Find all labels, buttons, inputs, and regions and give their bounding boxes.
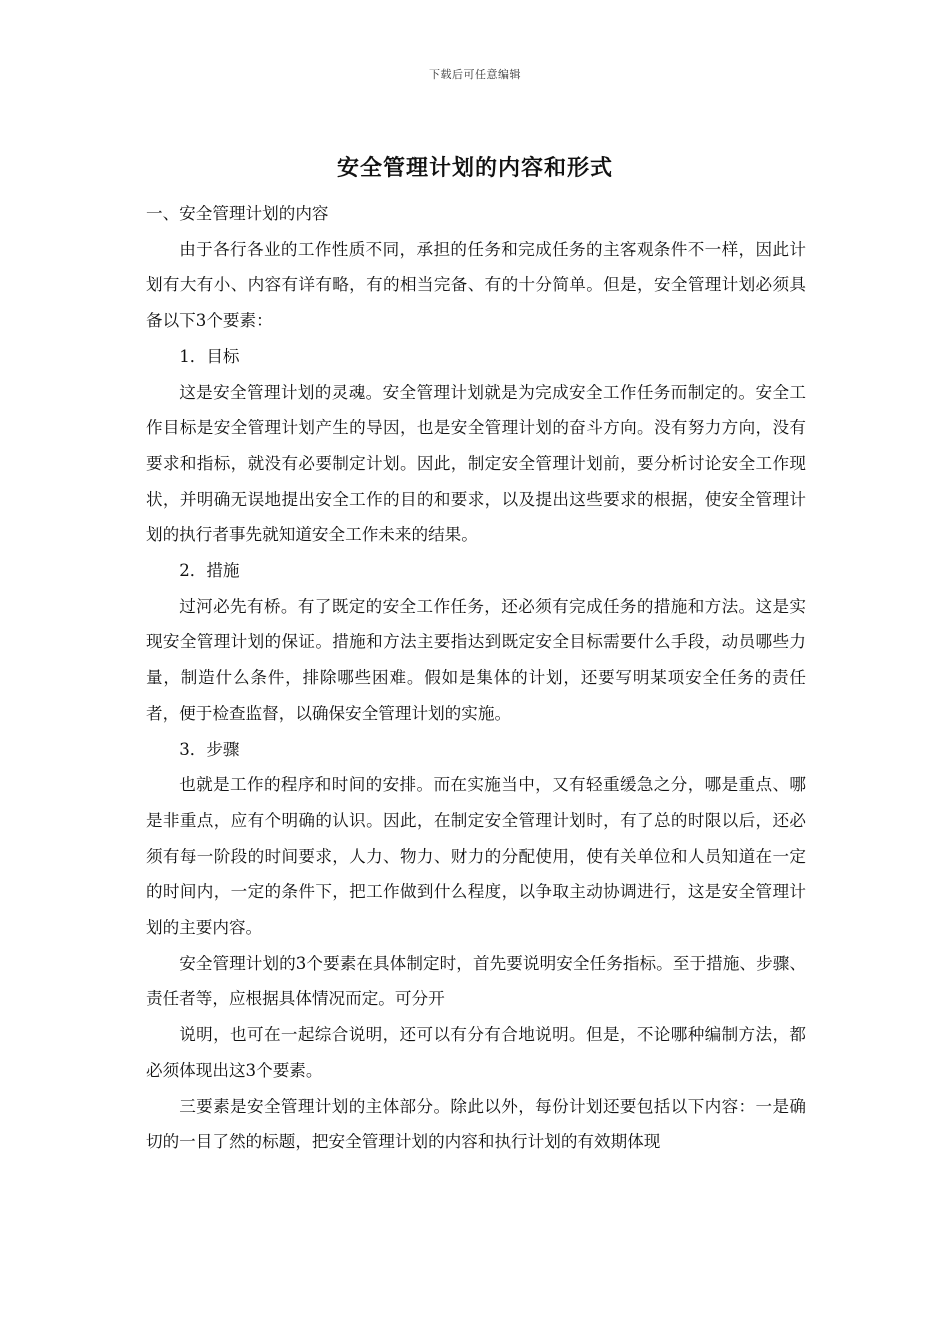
subsection-heading: 3．步骤 — [179, 739, 240, 759]
paragraph: 安全管理计划的3个要素在具体制定时，首先要说明安全任务指标。至于措施、步骤、责任者等，应根据具体情况而定。可分开 — [146, 953, 806, 1009]
paragraph: 也就是工作的程序和时间的安排。而在实施当中，又有轻重缓急之分，哪是重点、哪是非重点，应有个明确的认识。因此，在制定安全管理计划时，有了总的时限以后，还必须有每一阶段的时间要求，人力、物力、财力的分配使用，使有关单位和人员知道在一定的时间内，一定的条件下，把工作做到什么程度，以争取主动协调进行，这是安全管理计划的主要内容。 — [146, 775, 806, 938]
subsection-heading: 2．措施 — [179, 561, 240, 581]
section-heading: 一、安全管理计划的内容 — [146, 204, 329, 223]
document-body — [146, 196, 806, 1160]
subsection-heading: 1．目标 — [179, 346, 240, 366]
paragraph: 过河必先有桥。有了既定的安全工作任务，还必须有完成任务的措施和方法。这是实现安全管理计划的保证。措施和方法主要指达到既定安全目标需要什么手段，动员哪些力量，制造什么条件，排除哪些困难。假如是集体的计划，还要写明某项安全任务的责任者，便于检查监督，以确保安全管理计划的实施。 — [146, 596, 806, 723]
paragraph: 说明，也可在一起综合说明，还可以有分有合地说明。但是，不论哪种编制方法，都必须体现出这3个要素。 — [146, 1025, 806, 1080]
header-note: 下载后可任意编辑 — [429, 68, 521, 81]
paragraph: 这是安全管理计划的灵魂。安全管理计划就是为完成安全工作任务而制定的。安全工作目标是安全管理计划产生的导因，也是安全管理计划的奋斗方向。没有努力方向，没有要求和指标，就没有必要制定计划。因此，制定安全管理计划前，要分析讨论安全工作现状，并明确无误地提出安全工作的目的和要求，以及提出这些要求的根据，使安全管理计划的执行者事先就知道安全工作未来的结果。 — [146, 382, 806, 545]
paragraph: 三要素是安全管理计划的主体部分。除此以外，每份计划还要包括以下内容：一是确切的一目了然的标题，把安全管理计划的内容和执行计划的有效期体现 — [146, 1096, 806, 1152]
paragraph: 由于各行各业的工作性质不同，承担的任务和完成任务的主客观条件不一样，因此计划有大有小、内容有详有略，有的相当完备、有的十分简单。但是，安全管理计划必须具备以下3个要素： — [146, 239, 806, 331]
document-title: 安全管理计划的内容和形式 — [336, 155, 613, 181]
